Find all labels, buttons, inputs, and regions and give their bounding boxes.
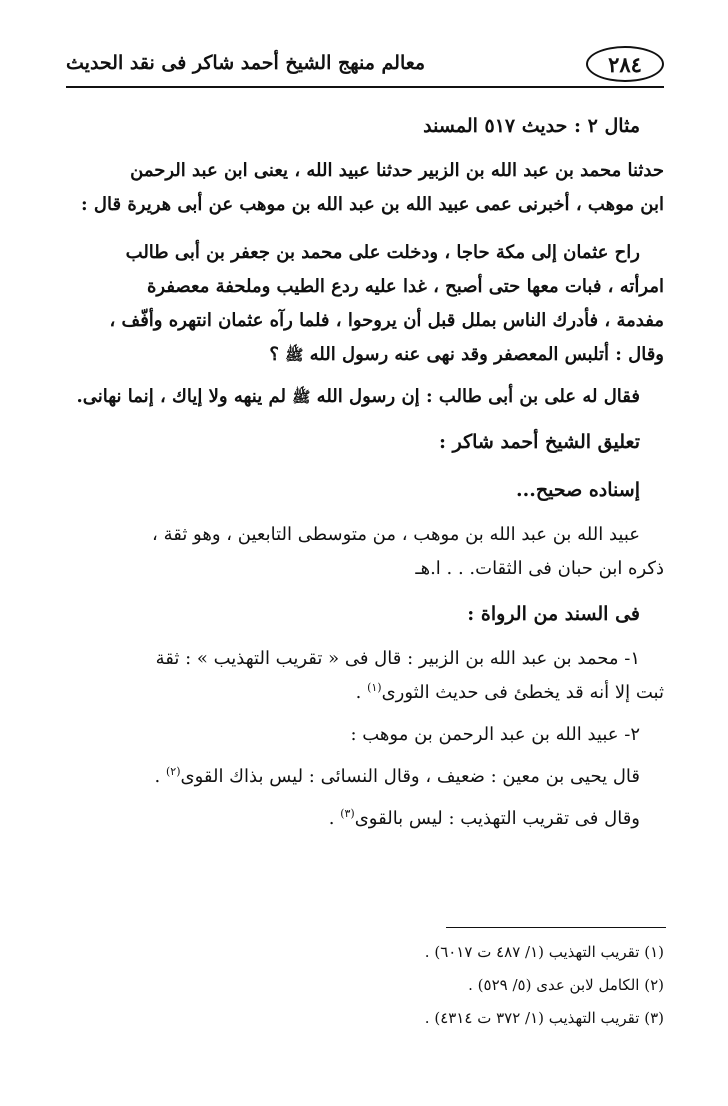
example-heading: مثال ٢ : حديث ٥١٧ المسند <box>423 115 640 137</box>
footnote-ref-3: (٣) <box>340 807 355 820</box>
footnote-ref-1: (١) <box>367 681 382 694</box>
narrator-1-line-1: ١- محمد بن عبد الله بن الزبير : قال فى « تقريب التهذيب » : ثقة <box>155 648 640 669</box>
isnad-line-1: حدثنا محمد بن عبد الله بن الزبير حدثنا عبيد الله ، يعنى ابن عبد الرحمن <box>130 160 664 181</box>
header-rule <box>66 86 664 88</box>
narrator-2-text-b: وقال فى تقريب التهذيب : ليس بالقوى <box>354 808 640 829</box>
page-header <box>66 46 664 88</box>
narrators-heading: فى السند من الرواة : <box>467 603 640 625</box>
narrator-1-line-2 <box>72 676 664 710</box>
footnote-ref-2: (٢) <box>165 765 181 778</box>
footnotes <box>72 936 664 1035</box>
matn-line-4-text: وقال : أتلبس المعصفر وقد نهى عنه رسول الله <box>309 344 664 365</box>
period: . <box>154 766 161 787</box>
narrator-2-title: ٢- عبيد الله بن عبد الرحمن بن موهب : <box>350 724 640 745</box>
reply-line <box>72 380 664 414</box>
period: . <box>328 808 335 829</box>
period: . <box>355 682 362 703</box>
comment-line-2: ذكره ابن حبان فى الثقات. . . ا.هـ <box>415 558 664 579</box>
reply-text-2: لم ينهه ولا إياك ، إنما نهانى. <box>76 386 286 407</box>
reply-text-1: فقال له على بن أبى طالب : إن رسول الله <box>316 386 640 407</box>
salawat-symbol: ﷺ <box>285 346 304 364</box>
narrator-2-text-a: قال يحيى بن معين : ضعيف ، وقال النسائى : ليس بذاك القوى <box>180 766 640 787</box>
comment-line-1: عبيد الله بن عبد الله بن موهب ، من متوسطى التابعين ، وهو ثقة ، <box>152 524 640 545</box>
matn-line-3: مفدمة ، فأدرك الناس بملل قبل أن يروحوا ، فلما رآه عثمان انتهره وأفّف ، <box>109 310 664 331</box>
page-number: ٢٨٤ <box>586 46 664 82</box>
footnote-rule <box>446 927 666 928</box>
commentary-heading: تعليق الشيخ أحمد شاكر : <box>438 431 640 453</box>
salawat-symbol: ﷺ <box>292 388 311 406</box>
narrator-1-text: ثبت إلا أنه قد يخطئ فى حديث الثورى <box>381 682 664 703</box>
matn-line-4 <box>72 338 664 372</box>
question-mark: ؟ <box>269 344 279 365</box>
footnote-1: (١) تقريب التهذيب (١/ ٤٨٧ ت ٦٠١٧) . <box>424 943 664 961</box>
matn-line-2: امرأته ، فبات معها حتى أصبح ، غدا عليه ردع الطيب وملحفة معصفرة <box>146 276 664 297</box>
narrator-2-line-b <box>72 802 664 836</box>
page-body <box>72 106 664 836</box>
verdict: إسناده صحيح... <box>516 479 640 501</box>
footnote-3: (٣) تقريب التهذيب (١/ ٣٧٢ ت ٤٣١٤) . <box>424 1009 664 1027</box>
isnad-line-2: ابن موهب ، أخبرنى عمى عبيد الله بن عبد الله بن موهب عن أبى هريرة قال : <box>80 194 664 215</box>
footnote-2: (٢) الكامل لابن عدى (٥/ ٥٢٩) . <box>468 976 664 994</box>
running-title: معالم منهج الشيخ أحمد شاكر فى نقد الحديث <box>66 52 426 74</box>
matn-line-1: راح عثمان إلى مكة حاجا ، ودخلت على محمد بن جعفر بن أبى طالب <box>125 242 640 263</box>
narrator-2-line-a <box>72 760 664 794</box>
